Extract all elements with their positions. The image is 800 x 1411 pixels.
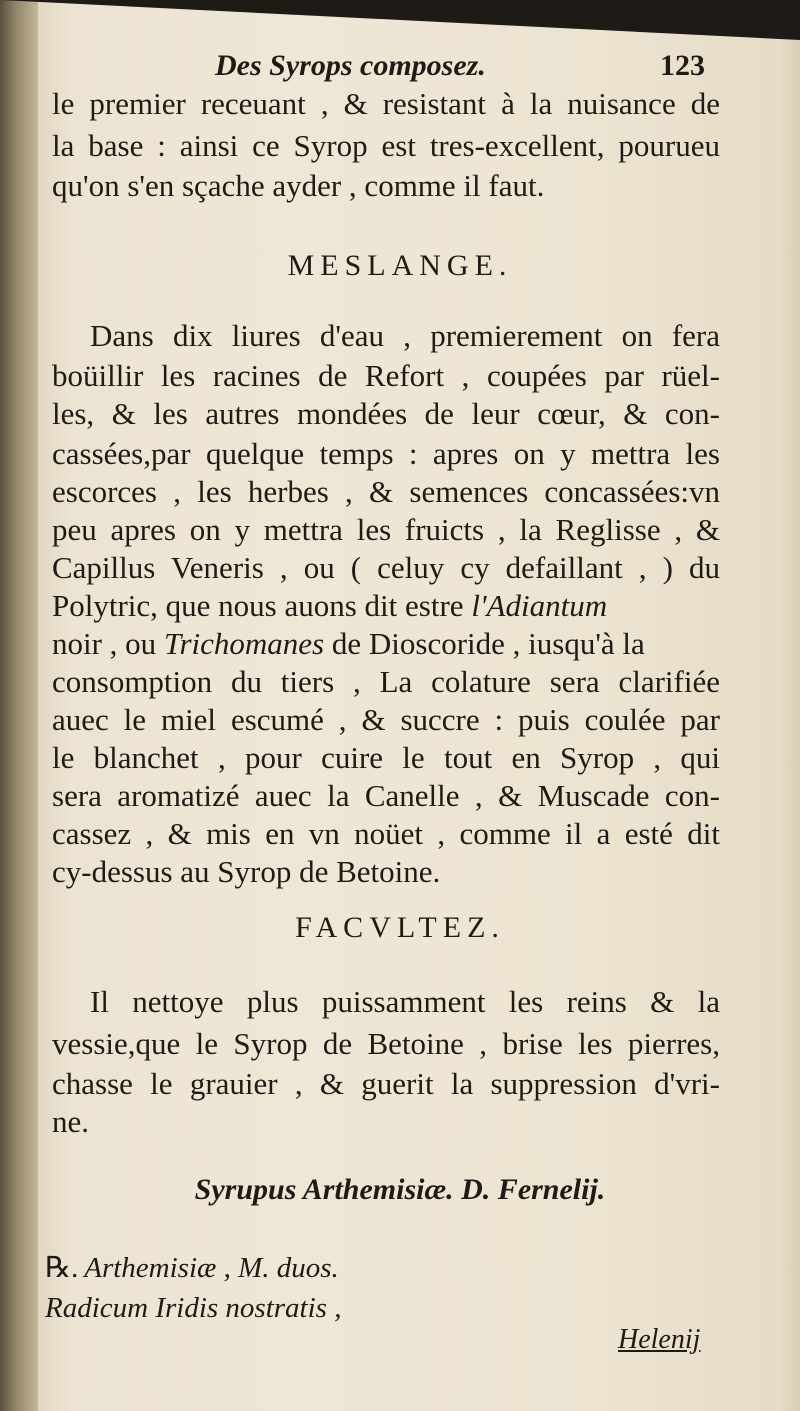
text-line — [52, 626, 645, 662]
text-line: Dans dix liures d'eau , premierement on fera — [90, 318, 720, 353]
text-span: noir , ou — [52, 626, 164, 661]
text-line: cassez , & mis en vn noüet , comme il a esté dit — [52, 816, 720, 851]
text-line: auec le miel escumé , & succre : puis coulée par — [52, 702, 720, 737]
text-line: ne. — [52, 1104, 90, 1139]
text-line — [52, 588, 607, 624]
running-header-title: Des Syrops composez. — [215, 49, 486, 82]
section-heading-facultez: FACVLTEZ. — [295, 911, 505, 944]
section-heading-meslange: MESLANGE. — [287, 249, 513, 282]
recipe-line: Radicum Iridis nostratis , — [45, 1292, 342, 1324]
italic-term-trichomanes: Trichomanes — [163, 626, 325, 661]
recipe-title: Syrupus Arthemisiæ. D. Fernelij. — [194, 1173, 606, 1206]
text-line: consomption du tiers , La colature sera clarifiée — [52, 664, 720, 699]
text-line: chasse le grauier , & guerit la suppression d'vri- — [52, 1066, 720, 1101]
text-line: boüillir les racines de Refort , coupées par rüel- — [52, 358, 720, 393]
text-line: qu'on s'en sçache ayder , comme il faut. — [52, 168, 545, 203]
catchword: Helenij — [618, 1324, 701, 1355]
page-number: 123 — [660, 49, 705, 82]
recipe-symbol: ℞. — [45, 1252, 79, 1284]
text-span: Polytric, que nous auons dit estre — [52, 588, 472, 623]
recipe-ingredient: Arthemisiæ , M. duos. — [84, 1252, 339, 1284]
text-line: sera aromatizé auec la Canelle , & Muscade con- — [52, 778, 720, 813]
text-line: cassées,par quelque temps : apres on y mettra les — [52, 436, 720, 471]
text-line: Capillus Veneris , ou ( celuy cy defaillant , ) du — [52, 550, 720, 585]
italic-term-adiantum: l'Adiantum — [471, 588, 608, 623]
text-span: de Dioscoride , iusqu'à la — [324, 626, 645, 661]
text-line: la base : ainsi ce Syrop est tres-excellent, pourueu — [52, 128, 720, 163]
text-line: le blanchet , pour cuire le tout en Syrop , qui — [52, 740, 720, 775]
recipe-line — [45, 1250, 339, 1286]
text-line: les, & les autres mondées de leur cœur, & con- — [52, 396, 720, 431]
text-line: Il nettoye plus puissamment les reins & la — [90, 984, 720, 1019]
text-line: peu apres on y mettra les fruicts , la Reglisse , & — [52, 512, 720, 547]
text-line: vessie,que le Syrop de Betoine , brise les pierres, — [52, 1026, 720, 1061]
page-edge-shadow — [0, 0, 800, 40]
text-line: escorces , les herbes , & semences concassées:vn — [52, 474, 720, 509]
text-line: le premier receuant , & resistant à la nuisance de — [52, 86, 720, 121]
text-line: cy-dessus au Syrop de Betoine. — [52, 854, 441, 889]
